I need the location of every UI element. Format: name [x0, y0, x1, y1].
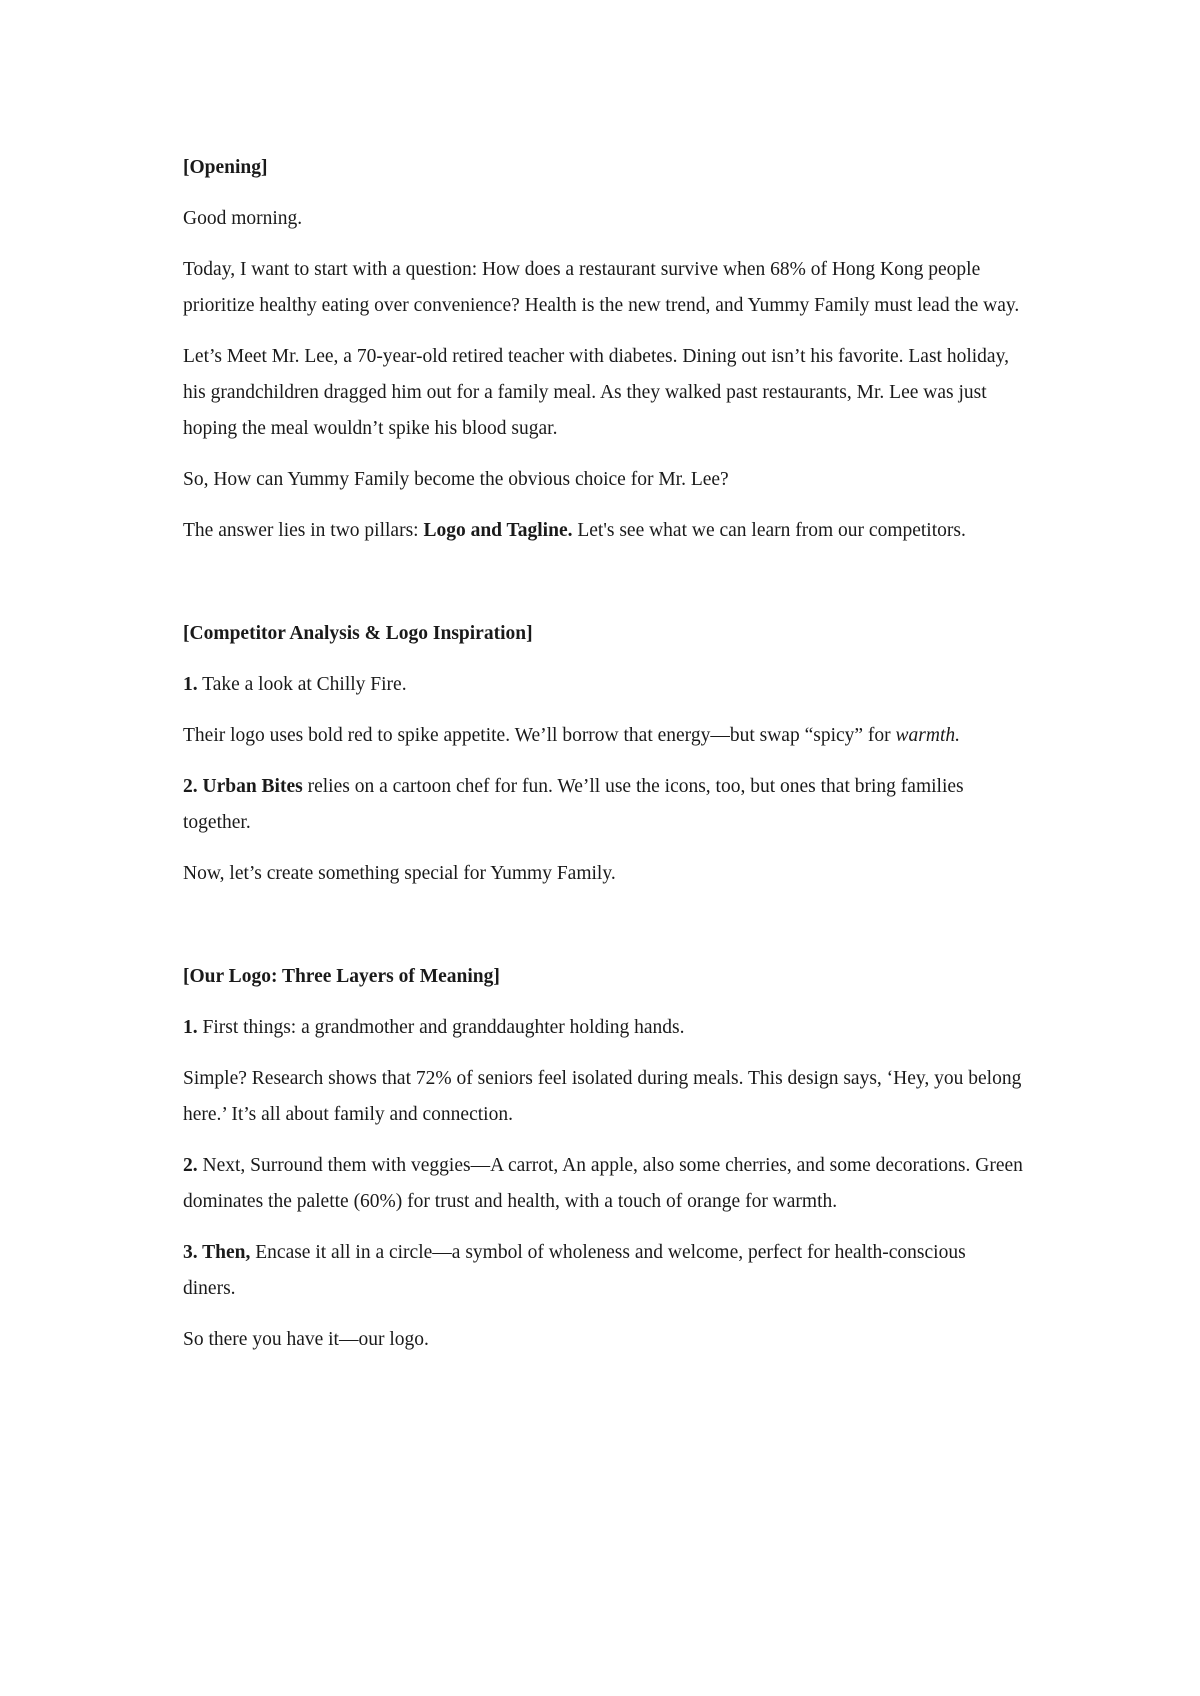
logo-item-2-number: 2. [183, 1155, 198, 1176]
competitor-item-1-text: Take a look at Chilly Fire. [197, 674, 407, 695]
pillars-outro: Let's see what we can learn from our competitors. [572, 520, 966, 541]
opening-greeting: Good morning. [183, 208, 303, 229]
competitor-closing-paragraph: Now, let’s create something special for Yummy Family. [183, 863, 616, 884]
logo-item-3 [183, 1235, 1023, 1307]
document-page [183, 150, 1023, 1373]
section-spacer [183, 564, 1023, 616]
logo-research-paragraph: Simple? Research shows that 72% of seniors feel isolated during meals. This design says, ‘Hey, you belong here.’ It’s all about family and connection. [183, 1068, 1022, 1125]
pillars-bold: Logo and Tagline. [423, 520, 573, 541]
logo-item-3-bold: 3. Then, [183, 1242, 251, 1263]
logo-heading: [Our Logo: Three Layers of Meaning] [183, 966, 500, 987]
logo-item-2-text: Next, Surround them with veggies—A carrot, An apple, also some cherries, and some decorations. Green dominates the palette (60%) for trust and health, with a touch of orange for warmth. [183, 1155, 1023, 1212]
section-logo [183, 959, 1023, 1358]
opening-choice-paragraph: So, How can Yummy Family become the obvious choice for Mr. Lee? [183, 469, 729, 490]
chilly-fire-text: Their logo uses bold red to spike appetite. We’ll borrow that energy—but swap “spicy” for [183, 725, 896, 746]
competitor-item-2-bold: 2. Urban Bites [183, 776, 303, 797]
competitor-item-2-text: relies on a cartoon chef for fun. We’ll use the icons, too, but ones that bring families together. [183, 776, 964, 833]
logo-item-1 [183, 1010, 1023, 1046]
logo-item-2 [183, 1148, 1023, 1220]
competitor-heading: [Competitor Analysis & Logo Inspiration] [183, 623, 533, 644]
competitor-item-1-number: 1. [183, 674, 198, 695]
section-competitor [183, 616, 1023, 892]
logo-item-1-number: 1. [183, 1017, 198, 1038]
section-opening [183, 150, 1023, 549]
logo-closing-paragraph: So there you have it—our logo. [183, 1329, 429, 1350]
competitor-item-1 [183, 667, 1023, 703]
opening-mr-lee-paragraph: Let’s Meet Mr. Lee, a 70-year-old retired teacher with diabetes. Dining out isn’t his favorite. Last holiday, his grandchildren dragged him out for a family meal. As they walked past restaurants, Mr. Lee was just hoping the meal wouldn’t spike his blood sugar. [183, 346, 1009, 439]
competitor-chilly-fire-paragraph [183, 718, 1023, 754]
section-spacer [183, 907, 1023, 959]
warmth-italic: warmth. [895, 725, 961, 746]
logo-item-1-text: First things: a grandmother and granddaughter holding hands. [197, 1017, 685, 1038]
opening-heading: [Opening] [183, 157, 268, 178]
logo-item-3-text: Encase it all in a circle—a symbol of wholeness and welcome, perfect for health-conscious diners. [183, 1242, 966, 1299]
pillars-intro: The answer lies in two pillars: [183, 520, 424, 541]
opening-pillars-paragraph [183, 513, 1023, 549]
competitor-item-2 [183, 769, 1023, 841]
opening-question-paragraph: Today, I want to start with a question: How does a restaurant survive when 68% of Hong Kong people prioritize healthy eating over convenience? Health is the new trend, and Yummy Family must lead the way. [183, 259, 1020, 316]
